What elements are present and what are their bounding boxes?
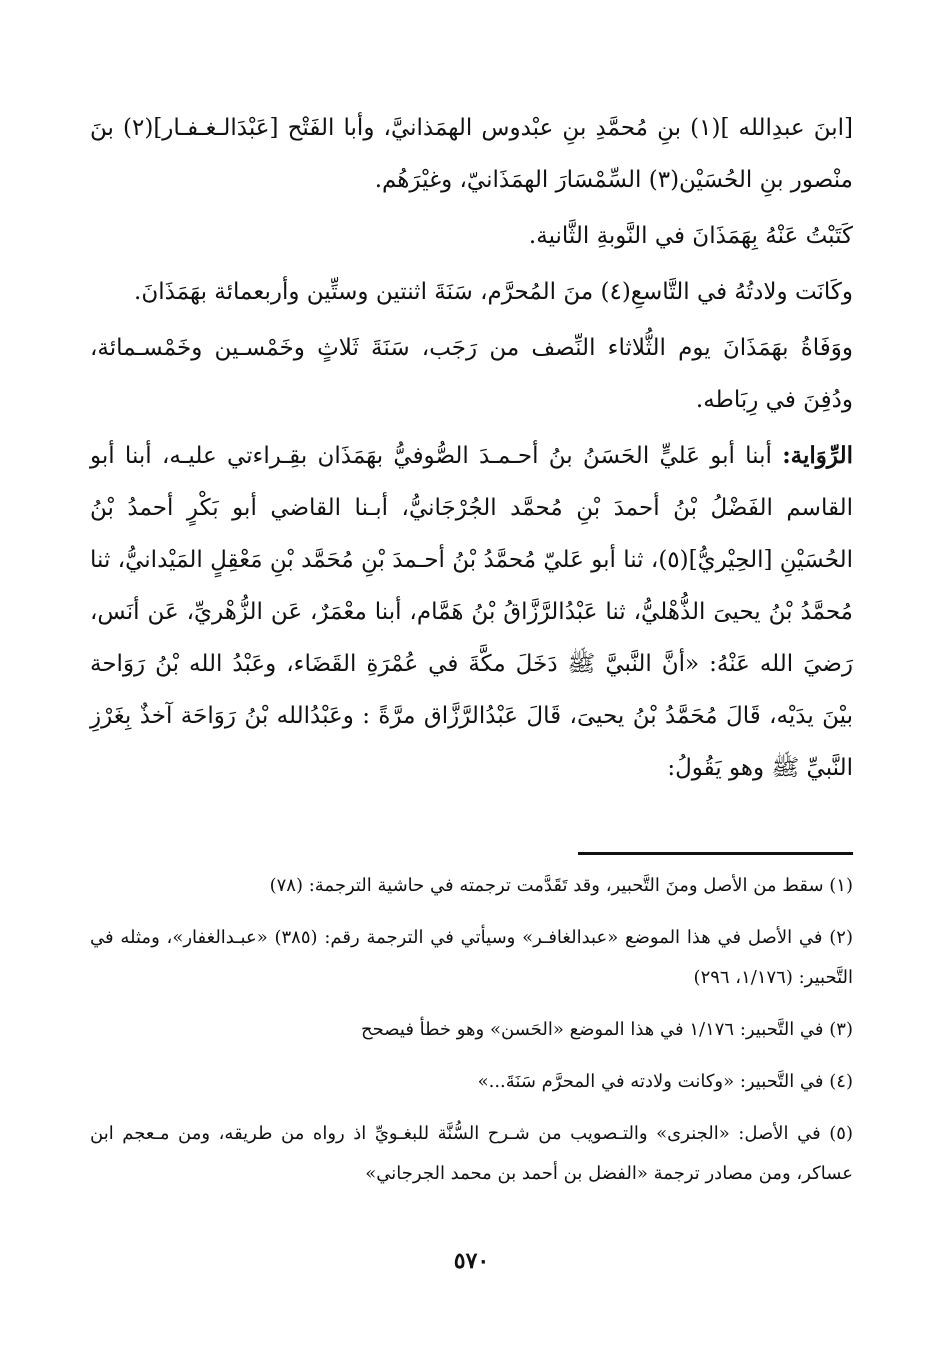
- footnotes: [90, 866, 853, 1206]
- footnote-2: (٢) في الأصل في هذا الموضع «عبدالغافـر» وسيأتي في الترجمة رقم: (٣٨٥) «عبـدالغفار»، ومثله في التَّحبير: (١/١٧٦، ٢٩٦): [90, 927, 853, 988]
- footnote-separator: [578, 852, 853, 855]
- paragraph-riwaya: [90, 430, 853, 794]
- footnote-1: (١) سقط من الأصل ومنَ التَّحبير، وقد تَقَدَّمت ترجمته في حاشية الترجمة: (٧٨): [269, 875, 853, 896]
- paragraph-death: ووَفَاةُ بهَمَذَانَ يوم الثُّلاثاء النِّصف من رَجَب، سَنَةَ ثَلاثٍ وخَمْسـين وخَمْسـمائة، ودُفِنَ في رِبَاطه.: [90, 335, 853, 413]
- paragraph-writing: كَتَبْتُ عَنْهُ بِهَمَذَانَ في النَّوبةِ الثَّانية.: [528, 223, 853, 249]
- footnote-3: (٣) في التَّحبير: ١/١٧٦ في هذا الموضع «الحَسن» وهو خطأ فيصحح: [361, 1019, 853, 1040]
- main-text: [90, 102, 853, 794]
- footnote-5: (٥) في الأصل: «الجنرى» والتـصويب من شـرح السُّنَّة للبغـويِّ اذ رواه من طريقه، ومن مـعجم ابن عساكر، ومن مصادر ترجمة «الفضل بن أحمد بن محمد الجرجاني»: [90, 1123, 853, 1184]
- page-number: ٥٧٠: [453, 1248, 490, 1274]
- footnote-4: (٤) في التَّحبير: «وكانت ولادته في المحرَّم سَنَةَ...»: [477, 1071, 853, 1092]
- paragraph-teachers: [ابنَ عبدِالله ](١) بنِ مُحمَّدِ بنِ عبْدوس الهمَذانيَّ، وأبا الفَتْح [عَبْدَالـغـفـار](٢) بنَ منْصور بنِ الحُسَيْن(٣) السِّمْسَارَ الهمَذَانيّ، وغيْرَهُم.: [90, 115, 853, 193]
- riwaya-text: أبنا أبو عَليٍّ الحَسَنُ بنُ أحـمـدَ الصُّوفيُّ بهَمَذَان بقِـراءتي عليـه، أبنا أبو القاسم الفَضْلُ بْنُ أحمدَ بْنِ مُحمَّد الجُرْجَانيُّ، أبـنا القاضي أبو بَكْرٍ أحمدُ بْنُ الحُسَيْنِ [الحِيْريُّ](٥)، ثنا أبو عَليّ مُحمَّدُ بْنُ أحـمدَ بْنِ مُحَمَّد بْنِ مَعْقِلٍ المَيْدانيُّ، ثنا مُحمَّدُ بْنُ يحيىَ الذُّهْليُّ، ثنا عَبْدُالرَّزَّاقُ بْنُ هَمَّام، أبنا معْمَرٌ، عَن الزُّهْريِّ، عَن أنَس، رَضيَ الله عَنْهُ: «أنَّ النَّبيَّ ﷺ دَخَلَ مكَّةَ في عُمْرَةِ القَضَاء، وعَبْدُ الله بْنُ رَوَاحة بيْنَ يدَيْه، قَالَ مُحَمَّدُ بْنُ يحيىَ، قَالَ عَبْدُالرَّزَّاق مرَّةً : وعَبْدُالله بْنُ رَوَاحَة آخذٌ بِغَرْزِ النَّبيِّ ﷺ وهو يَقُولُ:: [90, 443, 853, 781]
- paragraph-birth: وكَانَت ولادتُهُ في التَّاسعِ(٤) منَ المُحرَّم، سَنَةَ اثنتين وستِّين وأربعمائة بهَمَذَانَ.: [134, 279, 853, 305]
- riwaya-heading: الرِّوَاية:: [782, 442, 853, 469]
